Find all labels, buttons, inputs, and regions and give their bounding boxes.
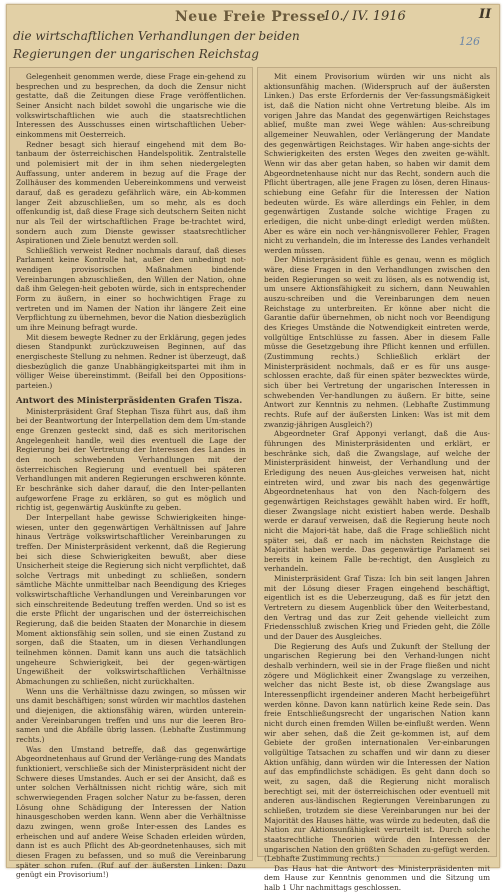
article-paragraph: Was den Umstand betreffe, daß das gegenwärtige Abgeordnetenhaus auf Grund der Verlänge-rung des Mandats funktioniert, verschließe sich der Ministerpräsident nicht der Schwere dieses Umstandes. Auch er sei der Ansicht, daß es unter solchen Verhältnissen nicht richtig wäre, sich mit schwerwiegenden Fragen solcher Natur zu be-fassen, deren Lösung ohne Schädigung der Interessen der Nation hinausgeschoben werden kann. Wenn aber die Verhältnisse dazu zwingen, wenn große Inter-essen des Landes es erheischen und auf andere Weise Schaden erleiden würden, dann ist es auch Pflicht des Ab-geordnetenhauses, sich mit diesen Fragen zu befassen, und so muß die Vereinbarung später schon rufen. (Ruf auf der äußersten Linken: Dazu genügt ein Provisorium!) <box>16 744 246 880</box>
newspaper-title: Neue Freie Presse <box>175 9 326 25</box>
article-paragraph: Wenn uns die Verhältnisse dazu zwingen, so müssen wir uns damit beschäftigen; sonst würden wir machtlos dastehen und diejenigen, die aktionsfähig wären, würden unterein-ander Vereinbarungen treffen und uns nur die leeren Bro-samen und die Abfälle übrig lassen. (Lebhafte Zustimmung rechts.) <box>16 686 246 744</box>
article-paragraph: Redner besagt sich hierauf eingehend mit dem Bo-tanbaum der österreichischen Handelspolitik. Zentralstelle und polemisiert mit der in ihm sehen niedergelegten Auffassung, unter anderem in bezug auf die Frage der Zollhäuser des kommenden Uebereinkommens und verweist darauf, daß es geradezu gefährlich wäre, ein Ab-kommen langer Zeit abzuschließen, um so mehr, als es doch offenkundig ist, daß diese Frage sich deutschern Seiten nicht nur als Teil der wirtschaftlichen Frage be-trachtet wird, sondern auch zum Dienste gewisser staatsrechtlicher Aspirationen und Ziele benutzt werden soll. <box>16 139 246 246</box>
article-paragraph: Abgeordneter Graf Apponyi verlangt, daß die Aus-führungen des Ministerpräsidenten und erklärt, er beschränke sich, daß die Zwangslage, auf welche der Ministerpräsident hinweist, der Verhandlung und der Erledigung des neuen Aus-gleiches verweisen hat, nicht eintreten wird, und zwar bis nach des gegenwärtige Abgeordnetenhaus hat von den Nach-folgern des gegenwärtigen Reichstages gewählt haben wird. Er hofft, dieser Zwangslage nicht existiert haben werde. Deshalb werde er darauf verweisen, daß die Regierung heute noch nicht die Majori-tät habe, daß die Frage schließlich nicht später sei, daß er nach im nächsten Reichstage die Majorität haben werde. Das gegenwärtige Parlament sei bereits in keinem Falle be-rechtigt, den Ausgleich zu verhandeln. <box>264 429 490 574</box>
handwritten-roman-numeral: II <box>479 7 492 22</box>
handwritten-archive-number: 126 <box>459 35 480 48</box>
handwritten-note-line-1: die wirtschaftlichen Verhandlungen der beiden <box>13 29 300 43</box>
article-paragraph: Der Ministerpräsident fühle es genau, wenn es möglich wäre, diese Fragen in den Verhandlungen zwischen den beiden Regierungen so weit zu lösen, als es notwendig ist, um unsere Aktionsfähigkeit zu sichern, dann Neuwahlen auszu-schreiben und die Vereinbarungen dem neuen Reichstage zu unterbreiten. Er könne aber nicht die Garantie dafür übernehmen, ob nicht noch vor Beendigung des Krieges Umstände die Notwendigkeit eintreten werde, vollgültige Entschlüsse zu fassen. Aber in diesem Falle müsse die Gesetzgebung ihre Pflicht kennen und erfüllen. (Zustimmung rechts.) Schließlich erklärt der Ministerpräsident nochmals, daß er es für uns ausge-schlossen erachte, daß für einen später bezwecktes würde, sich über bei Vertretung der ungarischen Interessen in schwebenden Ver-handlungen zu äußern. Er bitte, seine Antwort zur Kenntnis zu nehmen. (Lebhafte Zustimmung rechts. Rufe auf der äußersten Linken: Was ist mit dem zwanzig-jährigen Ausgleich?) <box>264 255 490 429</box>
article-paragraph: Mit einem Provisorium würden wir uns nicht als aktionsunfähig machen. (Widerspruch auf der äußersten Linken.) Das erste Erfordernis der Ver-fassungsmäßigkeit ist, daß die Nation nicht ohne Vertretung bleibe. Als im vorigen Jahre das Mandat des gegenwärtigen Reichstages ablief, mußte man zwei Wege wählen: Aus-schreibung allgemeiner Neuwahlen, oder Verlängerung der Mandate des gegenwärtigen Reichstages. Wir haben ange-sichts der Schwierigkeiten des ersten Weges den zweiten ge-wählt. Wenn wir das aber getan haben, so haben wir damit dem Abgeordnetenhause nicht nur das Recht, sondern auch die Pflicht übertragen, alle jene Fragen zu lösen, deren Hinaus-schiebung eine Gefahr für die Interessen der Nation bedeuten würde. Es wäre allerdings ein Fehler, in dem gegenwärtigen Zustande solche wichtige Fragen zu erledigen, die nicht unbe-dingt erledigt werden müßten. Aber es wäre ein noch ver-hängnisvollerer Fehler, Fragen nicht zu verhandeln, die im Interesse des Landes verhandelt werden müssen. <box>264 72 490 255</box>
clipping-right-column <box>257 67 497 893</box>
article-paragraph: Das Haus hat die Antwort des Ministerpräsidenten mit dem Hause zur Kenntnis genommen und die Sitzung um halb 1 Uhr nachmittags geschlossen. <box>264 863 490 893</box>
masthead <box>7 11 499 25</box>
article-paragraph: Ministerpräsident Graf Tisza: Ich bin seit langen Jahren mit der Lösung dieser Fragen eingehend beschäftigt, eigentlich ist es die Ueberzeugung, daß es für jetzt den Vertretern zu diesem Augenblick über den Weiterbestand, den Vertrag und das zur Zeit gehende vielleicht zum Friedensschluß zwischen Krieg und Frieden geht, die Zölle und der Dauer des Ausgleiches. <box>264 574 490 642</box>
article-paragraph: Die Regierung des Aufs und Zukunft der Stellung der ungarischen Regierung bei den Verhand-lungen nicht deshalb verhindern, weil sie in der Frage fließen und nicht zögere und Möglichkeit einer Zwangslage zu verzeihen, welcher das nicht Beste ist, ob diese Zwangslage aus Interessenpflicht irgendeiner anderen Macht herbeigeführt werden könne. Davon kann natürlich keine Rede sein. Das freie Entschließungsrecht der ungarischen Nation kann nicht durch einen fremden Willen be-einflußt werden. Wenn wir aber sehen, daß die Zeit ge-kommen ist, auf dem Gebiete der großen internationalen Ver-einbarungen vollgültige Tatsachen zu schaffen und wir dann zu dieser Aktion unfähig, dann würden wir die Interessen der Nation auf das empfindlichste schädigen. Es geht dann doch so weit, zu sagen, daß die Regierung nicht moralisch berechtigt sei, mit der österreichischen oder eventuell mit anderen aus-ländischen Regierungen Vereinbarungen zu schließen, trotzdem sie diese Vereinbarungen nur bei der Majorität des Hauses hätte, was würde zu bedeuten, daß die Nation zur Aktionsunfähigkeit verurteilt ist. Durch solche staatsrechtliche Theorien würde den Interessen der ungarischen Nation den größten Schaden zu-gefügt werden. (Lebhafte Zustimmung rechts.) <box>264 641 490 864</box>
handwritten-date: 10./ IV. 1916 <box>323 9 406 24</box>
handwritten-note-line-2: Regierungen der ungarischen Reichstag <box>13 47 259 61</box>
article-paragraph: Gelegenheit genommen werde, diese Frage ein-gehend zu besprechen und zu besprechen, da doch die Zensur nicht gestatte, daß die Zeitungen diese Frage veröffentlichen. Seiner Ansicht nach bildet sowohl die ungarische wie die volkswirtschaftlichen wie auch die staatsrechtlichen Interessen des Ausschusses einen wirtschaftlichen Ueber-einkommens mit Oesterreich. <box>16 72 246 139</box>
article-paragraph: Schließlich verweist Redner nochmals darauf, daß dieses Parlament keine Kontrolle hat, außer den unbedingt not-wendigen provisorischen Maßnahmen bindende Vereinbarungen abzuschließen, den Willen der Nation, ohne daß ihm Gelegen-heit geboten würde, sich in entsprechender Form zu äußern, in einer so hochwichtigen Frage zu vertreten und im Namen der Nation ihr längere Zeit eine Verpflichtung zu übernehmen, bevor die Nation diesbezüglich um ihre Meinung befragt wurde. <box>16 245 246 333</box>
article-paragraph: Ministerpräsident Graf Stephan Tisza führt aus, daß ihm bei der Beantwortung der Interpellation dem dem Um-stande enge Grenzen gesteckt sind, daß es sich meritorischen Angelegenheit handle, weil dies eventuell die Lage der Regierung bei der Vertretung der Interessen des Landes in den noch schwebenden Verhandlungen mit der österreichischen Regierung und eventuell bei späteren Verhandlungen mit anderen Regierungen erschweren könnte. Er beschränke sich daher darauf, die den Inter-pellanten aufgeworfene Frage zu erklären, so gut es möglich und richtig ist, gegenwärtig Auskünfte zu geben. <box>16 406 246 513</box>
article-right-text <box>264 72 490 893</box>
clipping-left-column <box>9 67 253 880</box>
article-heading: Antwort des Ministerpräsidenten Grafen Tisza. <box>16 395 243 406</box>
article-paragraph: Mit diesem bewegte Redner zu der Erklärung, gegen jedes diesen Standpunkt zurückzuweisen Beginnen, auf das energischeste Stellung zu nehmen. Redner ist überzeugt, daß diesbezüglich die ganze Unabhängigkeitspartei mit ihm in völliger Weise übereinstimmt. (Beifall bei den Oppositions-parteien.) <box>16 332 246 390</box>
article-left-text <box>16 72 246 880</box>
newspaper-clipping-sheet <box>6 4 500 893</box>
article-paragraph: Der Interpellant habe gewisse Schwierigkeiten hinge-wiesen, unter den gegenwärtigen Verhältnissen auf Jahre hinaus Verträge volkswirtschaftlicher Vereinbarungen zu treffen. Der Ministerpräsident verkennt, daß die Regierung bei sich diese Schwierigkeiten bewußt, aber diese Unsicherheit steige die Regierung sich nicht verpflichtet, daß solche Vertrags mit unbedingt zu schließen, sondern sämtliche Mächte unmittelbar nach Beendigung des Krieges volkswirtschaftliche Verhandlungen und Vereinbarungen vor sich einschreitende Bedeutung treffen werden. Und so ist es die erste Pflicht der ungarischen und der österreichischen Regierung, daß die beiden Staaten der Monarchie in diesem Moment aktionsfähig sein sollen, und sie einen Zustand zu sorgen, daß die Staaten, um in diesen Verhandlungen teilnehmen können. Damit kann uns auch die tatsächlich ungeheure Schwierigkeit, bei der gegen-wärtigen Ungewißheit der volkswirtschaftlichen Verhältnisse Abmachungen zu schließen, nicht zurückhalten. <box>16 512 246 687</box>
